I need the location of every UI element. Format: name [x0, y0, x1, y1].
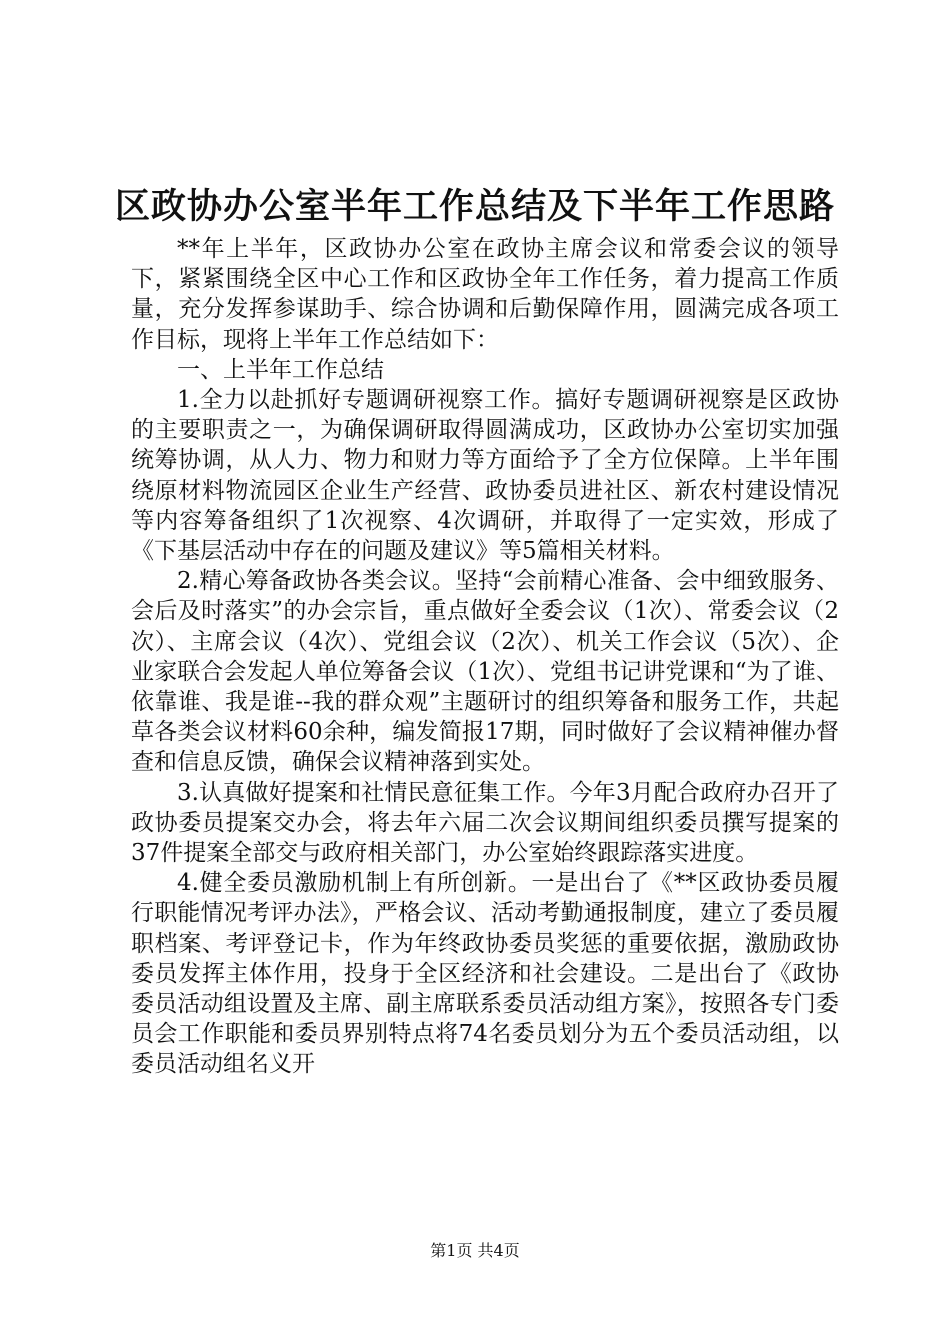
paragraph-item-3: 3.认真做好提案和社情民意征集工作。今年3月配合政府办召开了政协委员提案交办会，将去年六届二次会议期间组织委员撰写提案的37件提案全部交与政府相关部门，办公室始终跟踪落实进度。 [131, 779, 839, 867]
paragraph-item-1: 1.全力以赴抓好专题调研视察工作。搞好专题调研视察是区政协的主要职责之一，为确保调研取得圆满成功，区政协办公室切实加强统筹协调，从人力、物力和财力等方面给予了全方位保障。上半年围绕原材料物流园区企业生产经营、政协委员进社区、新农村建设情况等内容筹备组织了1次视察、4次调研，并取得了一定实效，形成了《下基层活动中存在的问题及建议》等5篇相关材料。 [131, 387, 839, 565]
paragraph-item-4: 4.健全委员激励机制上有所创新。一是出台了《**区政协委员履行职能情况考评办法》，严格会议、活动考勤通报制度，建立了委员履职档案、考评登记卡，作为年终政协委员奖惩的重要依据，激励政协委员发挥主体作用，投身于全区经济和社会建设。二是出台了《政协委员活动组设置及主席、副主席联系委员活动组方案》，按照各专门委员会工作职能和委员界别特点将74名委员划分为五个委员活动组，以委员活动组名义开 [131, 870, 839, 1078]
document-body [131, 234, 839, 1080]
document-title: 区政协办公室半年工作总结及下半年工作思路 [114, 186, 835, 227]
intro-paragraph: **年上半年，区政协办公室在政协主席会议和常委会议的领导下，紧紧围绕全区中心工作和区政协全年工作任务，着力提高工作质量，充分发挥参谋助手、综合协调和后勤保障作用，圆满完成各项工作目标，现将上半年工作总结如下： [131, 236, 839, 353]
paragraph-item-2: 2.精心筹备政协各类会议。坚持“会前精心准备、会中细致服务、会后及时落实”的办会宗旨，重点做好全委会议（1次）、常委会议（2次）、主席会议（4次）、党组会议（2次）、机关工作会议（5次）、企业家联合会发起人单位筹备会议（1次）、党组书记讲党课和“为了谁、依靠谁、我是谁--我的群众观”主题研讨的组织筹备和服务工作，共起草各类会议材料60余种，编发简报17期，同时做好了会议精神催办督查和信息反馈，确保会议精神落到实处。 [131, 568, 839, 776]
section-heading: 一、上半年工作总结 [177, 356, 384, 383]
page-number-footer: 第1页 共4页 [430, 1241, 520, 1260]
